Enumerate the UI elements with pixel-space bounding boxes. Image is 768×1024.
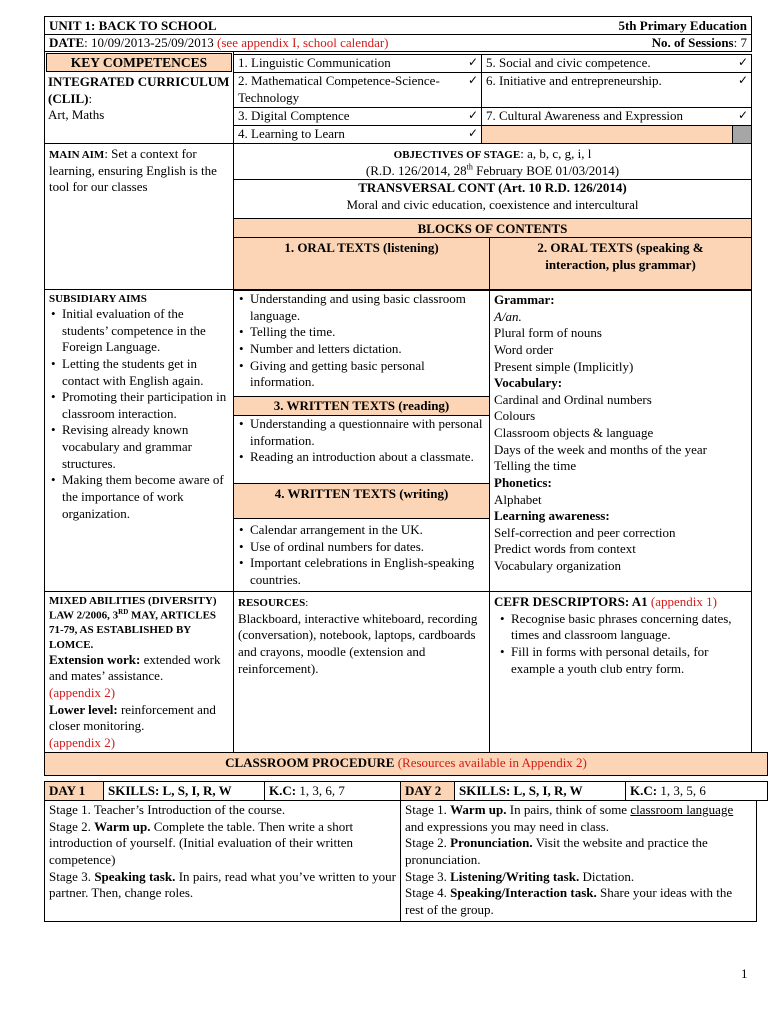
clil-colon: : bbox=[88, 90, 93, 106]
clil-subjects: Art, Maths bbox=[48, 107, 105, 123]
kc-blank-cell bbox=[481, 125, 733, 144]
list-item: • Number and letters dictation. bbox=[250, 341, 487, 358]
list-item: • Calendar arrangement in the UK. bbox=[250, 522, 487, 539]
writing-list-wrap bbox=[237, 522, 487, 589]
objectives-label: OBJECTIVES OF STAGE bbox=[393, 149, 521, 161]
vocabulary-label: Vocabulary: bbox=[494, 375, 563, 391]
list-item: • Understanding a questionnaire with personal information. bbox=[250, 416, 487, 449]
list-item: • Important celebrations in English-speaking countries. bbox=[250, 555, 487, 588]
list-item: • Giving and getting basic personal information. bbox=[250, 358, 487, 391]
resources-cell: RESOURCES: Blackboard, interactive whiteboard, recording (conversation), notebook, laptops, cardboards and crayons, moodle (extension and reinforcement). bbox=[233, 591, 490, 753]
list-item: • Reading an introduction about a classmate. bbox=[250, 449, 487, 466]
written-reading-header: 3. WRITTEN TEXTS (reading) bbox=[233, 396, 490, 416]
vocabulary-item: Telling the time bbox=[494, 458, 577, 474]
grammar-item: Plural form of nouns bbox=[494, 325, 602, 341]
main-aim-label: MAIN AIM bbox=[49, 149, 105, 161]
date-note: (see appendix I, school calendar) bbox=[217, 35, 389, 50]
list-item: • Use of ordinal numbers for dates. bbox=[250, 539, 487, 556]
check-icon: ✓ bbox=[467, 126, 478, 140]
day1-label: DAY 1 bbox=[44, 781, 104, 801]
transversal-title: TRANSVERSAL CONT (Art. 10 R.D. 126/2014) bbox=[358, 180, 627, 195]
resources-label: RESOURCES bbox=[238, 597, 306, 609]
kc-item-5 bbox=[481, 54, 752, 73]
header-row-date bbox=[44, 34, 752, 52]
objectives-reference: (R.D. 126/2014, 28th February BOE 01/03/2014) bbox=[365, 162, 620, 178]
written-writing-header: 4. WRITTEN TEXTS (writing) bbox=[233, 483, 490, 519]
procedure-title: CLASSROOM PROCEDURE bbox=[225, 755, 395, 770]
listening-list bbox=[237, 291, 487, 391]
listening-list-wrap bbox=[237, 291, 487, 391]
page-number: 1 bbox=[741, 966, 748, 981]
transversal-text: Moral and civic education, coexistence and intercultural bbox=[346, 196, 639, 212]
kc-item-4-label: 4. Learning to Learn bbox=[238, 126, 345, 141]
kc-item-5-label: 5. Social and civic competence. bbox=[486, 55, 651, 70]
sessions-field bbox=[652, 35, 747, 52]
awareness-item: Predict words from context bbox=[494, 541, 636, 557]
extension-appendix: (appendix 2) bbox=[49, 685, 116, 701]
date-label: DATE bbox=[49, 35, 85, 50]
kc-item-6 bbox=[481, 72, 752, 108]
grammar-item: Word order bbox=[494, 341, 554, 357]
vocabulary-item: Days of the week and months of the year bbox=[494, 441, 707, 457]
sessions-label: No. of Sessions bbox=[651, 35, 734, 50]
awareness-item: Vocabulary organization bbox=[494, 558, 621, 573]
awareness-label: Learning awareness: bbox=[494, 508, 610, 524]
day2-skills: SKILLS: L, S, I, R, W bbox=[454, 781, 626, 801]
subsidiary-aims-cell bbox=[44, 289, 234, 592]
check-icon: ✓ bbox=[467, 108, 478, 122]
objectives-cell bbox=[233, 143, 752, 180]
day1-skills: SKILLS: L, S, I, R, W bbox=[103, 781, 265, 801]
unit-title: UNIT 1: BACK TO SCHOOL bbox=[49, 18, 217, 33]
header-row-unit bbox=[44, 16, 752, 35]
date-field bbox=[49, 35, 389, 52]
grammar-label: Grammar: bbox=[494, 292, 555, 307]
day1-stages bbox=[44, 800, 401, 922]
day2-label: DAY 2 bbox=[400, 781, 455, 801]
day2-stage4: Stage 4. Speaking/Interaction task. Share your ideas with the rest of the group. bbox=[405, 885, 733, 917]
day2-stage1: Stage 1. Warm up. In pairs, think of some classroom language and expressions you may need in class. bbox=[405, 802, 734, 834]
writing-list bbox=[237, 522, 487, 589]
day2-stages bbox=[400, 800, 757, 922]
check-icon: ✓ bbox=[737, 108, 748, 122]
day2-stage3: Stage 3. Listening/Writing task. Dictation. bbox=[405, 868, 635, 884]
day1-stage2: Stage 2. Warm up. Complete the table. Then write a short introduction of yourself. (Initial evaluation of their written competence) bbox=[49, 818, 354, 867]
main-aim-text: : Set a context for learning, ensuring English is the tool for our classes bbox=[49, 146, 217, 195]
kc-item-7-label: 7. Cultural Awareness and Expression bbox=[486, 108, 684, 123]
cefr-cell bbox=[489, 591, 752, 753]
procedure-header bbox=[44, 752, 768, 776]
mixed-abilities-title: MIXED ABILITIES (DIVERSITY) LAW 2/2006, 3RD MAY, ARTICLES 71-79, AS ESTABLISHED BY LOMCE. bbox=[49, 595, 217, 651]
kc-grey-cell bbox=[732, 125, 752, 144]
procedure-note: (Resources available in Appendix 2) bbox=[397, 755, 587, 770]
kc-item-3-label: 3. Digital Comptence bbox=[238, 108, 350, 123]
subsidiary-aims-title: SUBSIDIARY AIMS bbox=[49, 293, 147, 305]
lower-level: Lower level: reinforcement and closer monitoring. bbox=[49, 701, 216, 734]
oral-listening-header: 1. ORAL TEXTS (listening) bbox=[233, 237, 490, 291]
list-item: • Fill in forms with personal details, for example a youth club entry form. bbox=[511, 644, 747, 677]
blocks-title: BLOCKS OF CONTENTS bbox=[233, 218, 752, 238]
vocabulary-item: Colours bbox=[494, 408, 536, 424]
vocabulary-item: Cardinal and Ordinal numbers bbox=[494, 391, 652, 407]
kc-item-1-label: 1. Linguistic Communication bbox=[238, 55, 391, 70]
phonetics-label: Phonetics: bbox=[494, 474, 552, 490]
list-item: • Letting the students get in contact with English again. bbox=[62, 356, 229, 389]
cefr-title: CEFR DESCRIPTORS: A1 (appendix 1) bbox=[494, 594, 717, 609]
day2-kc: K.C: 1, 3, 5, 6 bbox=[625, 781, 768, 801]
education-level: 5th Primary Education bbox=[618, 18, 747, 33]
reading-list bbox=[237, 416, 487, 466]
list-item: • Promoting their participation in classroom interaction. bbox=[62, 389, 229, 422]
day2-stage2: Stage 2. Pronunciation. Visit the website and practice the pronunciation. bbox=[405, 835, 708, 867]
check-icon: ✓ bbox=[737, 73, 748, 87]
reading-list-wrap bbox=[237, 416, 487, 466]
mixed-abilities-cell bbox=[44, 591, 234, 753]
extension-work: Extension work: extended work and mates’ assistance. bbox=[49, 651, 221, 684]
check-icon: ✓ bbox=[467, 55, 478, 69]
date-value: : 10/09/2013-25/09/2013 bbox=[84, 35, 214, 50]
list-item: • Telling the time. bbox=[250, 324, 487, 341]
speaking-content-cell bbox=[489, 289, 752, 592]
clil-title: INTEGRATED CURRICULUM (CLIL) bbox=[48, 74, 230, 106]
vocabulary-item: Classroom objects & language bbox=[494, 425, 654, 440]
kc-item-7 bbox=[481, 107, 752, 126]
main-aim-cell bbox=[44, 143, 234, 290]
kc-item-6-label: 6. Initiative and entrepreneurship. bbox=[486, 73, 662, 88]
list-item: • Understanding and using basic classroom language. bbox=[250, 291, 487, 324]
kc-item-4 bbox=[233, 125, 482, 144]
check-icon: ✓ bbox=[467, 73, 478, 87]
transversal-cell bbox=[233, 179, 752, 219]
grammar-item: Present simple (Implicitly) bbox=[494, 358, 634, 374]
objectives-value: : a, b, c, g, i, l bbox=[520, 146, 592, 161]
day1-stage3: Stage 3. Speaking task. In pairs, read what you’ve written to your partner. Then, change roles. bbox=[49, 868, 396, 901]
list-item: • Making them become aware of the importance of work organization. bbox=[62, 472, 229, 522]
phonetics-item: Alphabet bbox=[494, 491, 542, 507]
day1-kc: K.C: 1, 3, 6, 7 bbox=[264, 781, 401, 801]
list-item: • Recognise basic phrases concerning dates, times and classroom language. bbox=[511, 611, 747, 644]
day1-stage1: Stage 1. Teacher’s Introduction of the course. bbox=[49, 802, 286, 817]
sessions-value: : 7 bbox=[733, 35, 747, 50]
grammar-item: A/an. bbox=[494, 308, 522, 324]
clil-block bbox=[48, 74, 230, 124]
oral-speaking-header: 2. ORAL TEXTS (speaking & interaction, plus grammar) bbox=[489, 237, 752, 291]
subsidiary-aims-list bbox=[49, 306, 229, 522]
lower-appendix: (appendix 2) bbox=[49, 734, 116, 750]
kc-item-3 bbox=[233, 107, 482, 126]
key-competences-title: KEY COMPETENCES bbox=[46, 53, 232, 72]
resources-text: Blackboard, interactive whiteboard, recording (conversation), notebook, laptops, cardboards and crayons, moodle (extension and reinforcement). bbox=[238, 610, 478, 676]
kc-item-2 bbox=[233, 72, 482, 108]
list-item: • Revising already known vocabulary and grammar structures. bbox=[62, 422, 229, 472]
awareness-item: Self-correction and peer correction bbox=[494, 524, 676, 540]
list-item: • Initial evaluation of the students’ competence in the Foreign Language. bbox=[62, 306, 229, 356]
kc-item-1 bbox=[233, 54, 482, 73]
check-icon: ✓ bbox=[737, 55, 748, 69]
cefr-list bbox=[494, 611, 747, 678]
kc-item-2-label: 2. Mathematical Competence-Science-Technology bbox=[238, 73, 440, 105]
